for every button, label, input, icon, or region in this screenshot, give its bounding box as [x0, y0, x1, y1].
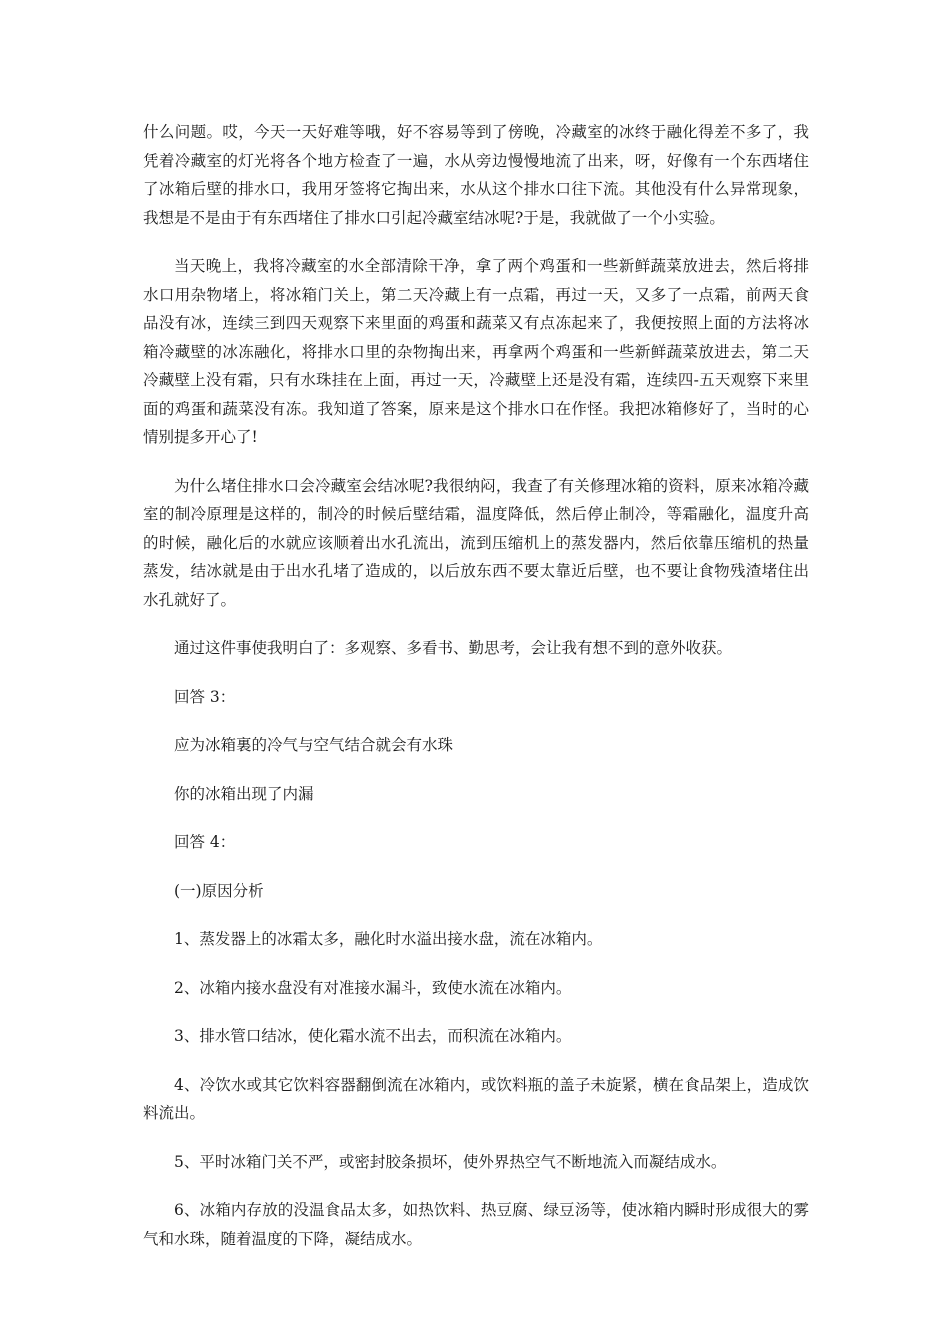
list-item: 3、排水管口结冰，使化霜水流不出去，而积流在冰箱内。 — [174, 1027, 572, 1045]
paragraph-2: 当天晚上，我将冷藏室的水全部清除干净，拿了两个鸡蛋和一些新鲜蔬菜放进去，然后将排水口用杂物堵上，将冰箱门关上，第二天冷藏上有一点霜，再过一天，又多了一点霜，前两天食品没有冰，连续三到四天观察下来里面的鸡蛋和蔬菜又有点冻起来了，我便按照上面的方法将冰箱冷藏壁的冰冻融化，将排水口里的杂物掏出来，再拿两个鸡蛋和一些新鲜蔬菜放进去，第二天冷藏壁上没有霜，只有水珠挂在上面，再过一天，冷藏壁上还是没有霜，连续四-五天观察下来里面的鸡蛋和蔬菜没有冻。我知道了答案，原来是这个排水口在作怪。我把冰箱修好了，当时的心情别提多开心了! — [143, 257, 809, 446]
paragraph-1: 什么问题。哎，今天一天好难等哦，好不容易等到了傍晚，冷藏室的冰终于融化得差不多了，我凭着冷藏室的灯光将各个地方检查了一遍，水从旁边慢慢地流了出来，呀，好像有一个东西堵住了冰箱后壁的排水口，我用牙签将它掏出来，水从这个排水口往下流。其他没有什么异常现象，我想是不是由于有东西堵住了排水口引起冷藏室结冰呢?于是，我就做了一个小实验。 — [143, 123, 809, 227]
paragraph-answer-3-line-2: 你的冰箱出现了内漏 — [174, 784, 314, 803]
section-heading-cause-analysis: (一)原因分析 — [174, 881, 264, 900]
list-item: 2、冰箱内接水盘没有对准接水漏斗，致使水流在冰箱内。 — [174, 978, 572, 997]
answer-4-heading: 回答 4： — [174, 833, 236, 851]
list-item: 1、蒸发器上的冰霜太多，融化时水溢出接水盘，流在冰箱内。 — [174, 930, 603, 948]
list-item: 5、平时冰箱门关不严，或密封胶条损坏，使外界热空气不断地流入而凝结成水。 — [174, 1152, 727, 1171]
paragraph-answer-3-line-1: 应为冰箱裏的冷气与空气结合就会有水珠 — [174, 736, 454, 754]
answer-3-heading: 回答 3： — [174, 687, 236, 706]
paragraph-3: 为什么堵住排水口会冷藏室会结冰呢?我很纳闷，我查了有关修理冰箱的资料，原来冰箱冷藏室的制冷原理是这样的，制冷的时候后壁结霜，温度降低，然后停止制冷，等霜融化，温度升高的时候，融化后的水就应该顺着出水孔流出，流到压缩机上的蒸发器内，然后依靠压缩机的热量蒸发，结冰就是由于出水孔堵了造成的，以后放东西不要太靠近后壁，也不要让食物残渣堵住出水孔就好了。 — [143, 476, 809, 609]
list-item: 6、冰箱内存放的没温食品太多，如热饮料、热豆腐、绿豆汤等，使冰箱内瞬时形成很大的雾气和水珠，随着温度的下降，凝结成水。 — [143, 1201, 809, 1248]
document-body — [143, 118, 809, 1253]
list-item: 4、冷饮水或其它饮料容器翻倒流在冰箱内，或饮料瓶的盖子未旋紧，横在食品架上，造成饮料流出。 — [143, 1075, 809, 1122]
paragraph-4: 通过这件事使我明白了：多观察、多看书、勤思考，会让我有想不到的意外收获。 — [174, 639, 733, 657]
